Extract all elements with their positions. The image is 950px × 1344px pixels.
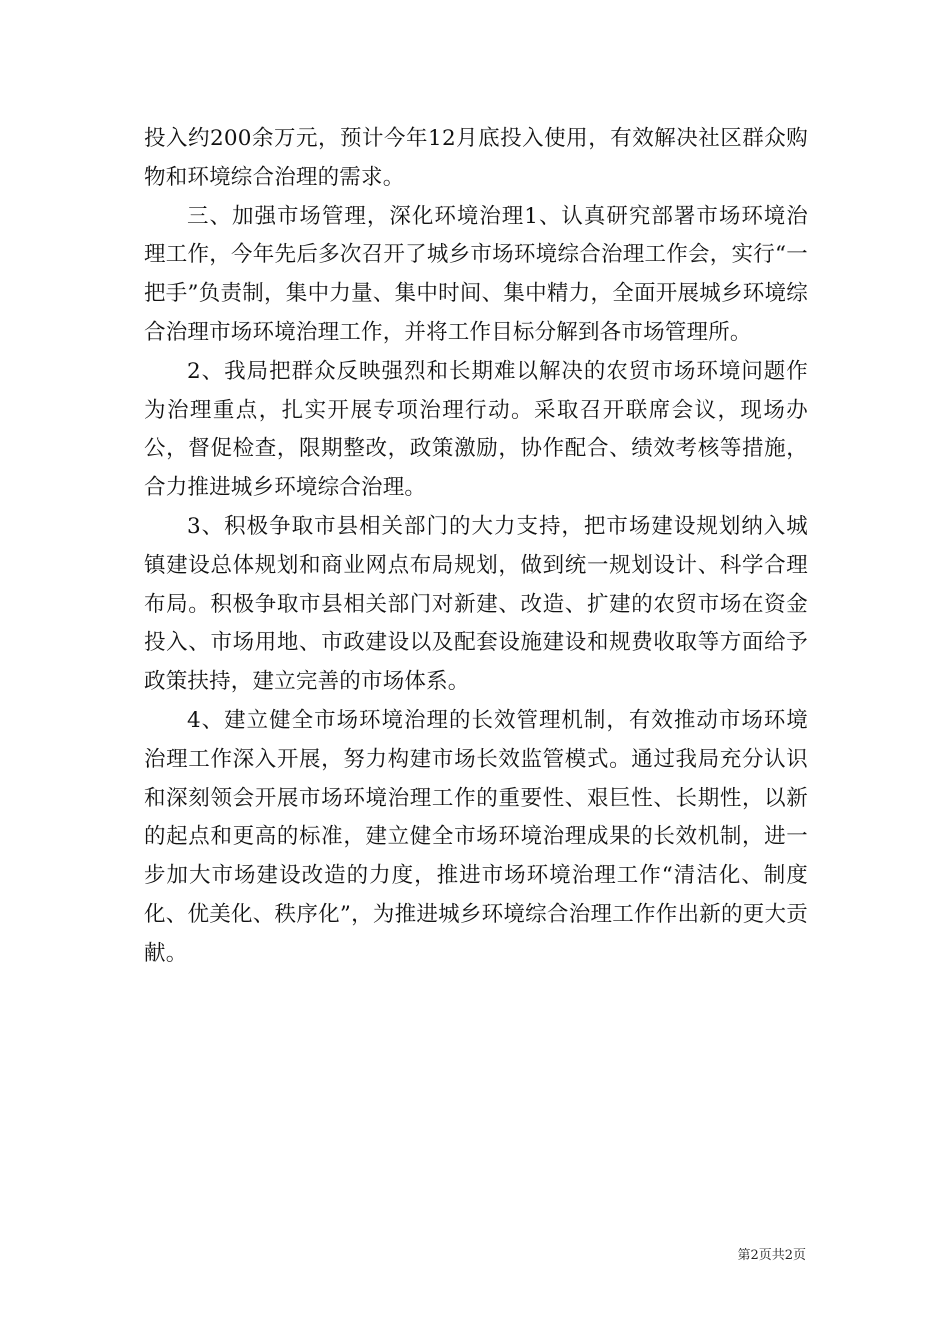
document-body — [144, 120, 808, 974]
paragraph-section-three: 三、加强市场管理，深化环境治理1、认真研究部署市场环境治理工作，今年先后多次召开了城乡市场环境综合治理工作会，实行“一把手”负责制，集中力量、集中时间、集中精力，全面开展城乡环境综合治理市场环境治理工作，并将工作目标分解到各市场管理所。 — [144, 203, 808, 345]
page-number-footer: 第2页共2页 — [737, 1248, 806, 1263]
paragraph-item-three: 3、积极争取市县相关部门的大力支持，把市场建设规划纳入城镇建设总体规划和商业网点布局规划，做到统一规划设计、科学合理布局。积极争取市县相关部门对新建、改造、扩建的农贸市场在资金投入、市场用地、市政建设以及配套设施建设和规费收取等方面给予政策扶持，建立完善的市场体系。 — [144, 513, 808, 695]
paragraph-item-two: 2、我局把群众反映强烈和长期难以解决的农贸市场环境问题作为治理重点，扎实开展专项治理行动。采取召开联席会议，现场办公，督促检查，限期整改，政策激励，协作配合、绩效考核等措施，合力推进城乡环境综合治理。 — [144, 358, 808, 501]
paragraph-continuation: 投入约200余万元，预计今年12月底投入使用，有效解决社区群众购物和环境综合治理的需求。 — [144, 126, 808, 190]
paragraph-item-four: 4、建立健全市场环境治理的长效管理机制，有效推动市场环境治理工作深入开展，努力构建市场长效监管模式。通过我局充分认识和深刻领会开展市场环境治理工作的重要性、艰巨性、长期性，以新的起点和更高的标准，建立健全市场环境治理成果的长效机制，进一步加大市场建设改造的力度，推进市场环境治理工作“清洁化、制度化、优美化、秩序化”，为推进城乡环境综合治理工作作出新的更大贡献。 — [144, 707, 808, 966]
